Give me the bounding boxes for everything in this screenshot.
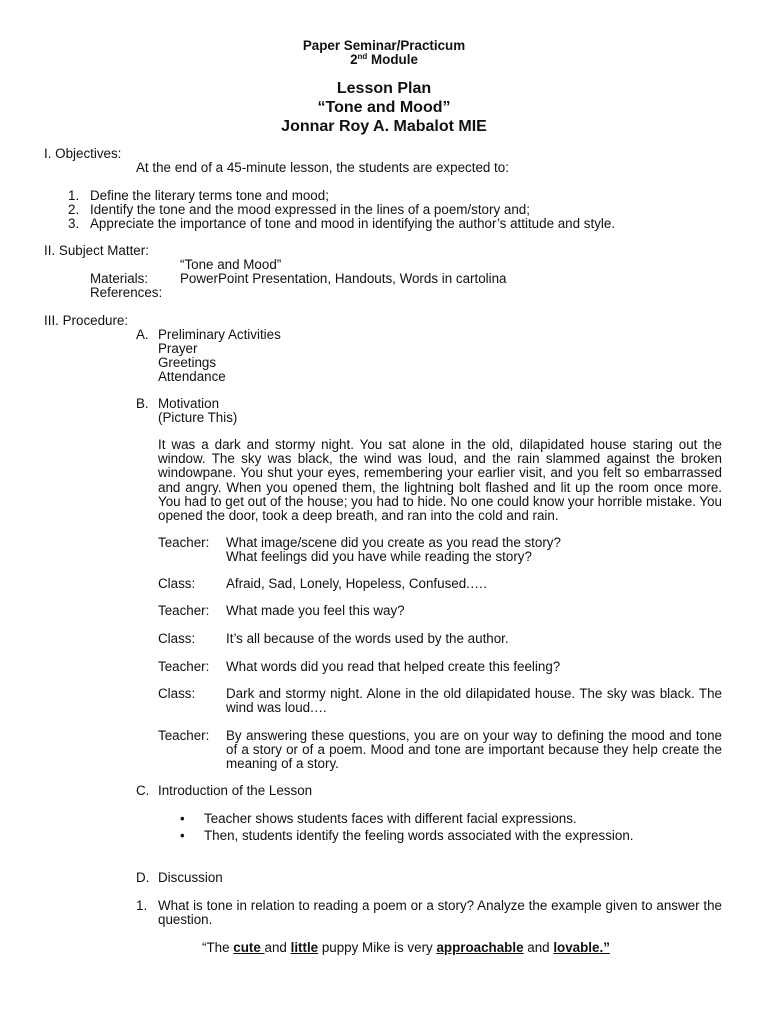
objectives-heading: I. Objectives: xyxy=(44,146,122,161)
dialogue-speaker: Teacher: xyxy=(158,728,210,743)
example-keyword: cute xyxy=(233,940,265,955)
objectives-intro: At the end of a 45-minute lesson, the students are expected to: xyxy=(136,160,509,175)
motivation-story: It was a dark and stormy night. You sat alone in the old, dilapidated house staring out the window. The sky was black, the wind was loud, and the rain slammed against the broken windowpane. You shut your eyes, remembering your earlier visit, and you felt so embarrassed and angry. When you opened them, the lightning bolt flashed and lit up the room once more. You had to get out of the house; you had to hide. No one could know your horrible mistake. You opened the door, took a deep breath, and ran into the cold and rain. xyxy=(158,437,722,524)
motivation-title: Motivation xyxy=(158,396,220,411)
dialogue-speaker: Class: xyxy=(158,686,196,701)
dialogue-speaker: Class: xyxy=(158,576,196,591)
preliminary-item: Prayer xyxy=(158,341,198,356)
materials-label: Materials: xyxy=(90,271,149,286)
discussion-question-number: 1. xyxy=(136,898,148,913)
example-keyword: little xyxy=(290,940,319,955)
objective-item: Identify the tone and the mood expressed in the lines of a poem/story and; xyxy=(90,202,530,217)
procedure-heading: III. Procedure: xyxy=(44,313,129,328)
section-letter: C. xyxy=(136,783,150,798)
dialogue-line: Afraid, Sad, Lonely, Hopeless, Confused.…. xyxy=(226,576,488,591)
example-text: and xyxy=(523,940,554,955)
discussion-question: What is tone in relation to reading a poem or a story? Analyze the example given to answer the question. xyxy=(158,898,722,928)
materials-value: PowerPoint Presentation, Handouts, Words in cartolina xyxy=(180,271,507,286)
introduction-bullet: Then, students identify the feeling words associated with the expression. xyxy=(204,828,634,843)
dialogue-line: It’s all because of the words used by the author. xyxy=(226,631,509,646)
header-line: Paper Seminar/Practicum xyxy=(302,38,466,53)
subject-topic: “Tone and Mood” xyxy=(180,257,282,272)
example-keyword: approachable xyxy=(436,940,524,955)
module-superscript: nd xyxy=(357,52,368,61)
introduction-bullet: Teacher shows students faces with different facial expressions. xyxy=(204,811,577,826)
dialogue-line: What image/scene did you create as you read the story? xyxy=(226,535,561,550)
document-subtitle: “Tone and Mood” xyxy=(317,99,451,116)
dialogue-line: What words did you read that helped create this feeling? xyxy=(226,659,561,674)
module-number: 2 xyxy=(350,52,358,67)
example-text: puppy Mike is very xyxy=(318,940,437,955)
objective-number: 2. xyxy=(68,202,80,217)
dialogue-speaker: Teacher: xyxy=(158,603,210,618)
dialogue-speaker: Class: xyxy=(158,631,196,646)
preliminary-item: Attendance xyxy=(158,369,226,384)
dialogue-line: What feelings did you have while reading the story? xyxy=(226,549,532,564)
bullet-icon: • xyxy=(180,811,185,826)
example-text: and xyxy=(264,940,291,955)
objective-number: 3. xyxy=(68,216,80,231)
example-sentence xyxy=(202,941,610,955)
objective-number: 1. xyxy=(68,188,80,203)
dialogue-speaker: Teacher: xyxy=(158,535,210,550)
section-letter: A. xyxy=(136,327,149,342)
discussion-title: Discussion xyxy=(158,870,223,885)
example-keyword: lovable.” xyxy=(553,940,610,955)
module-word: Module xyxy=(367,52,418,67)
references-label: References: xyxy=(90,285,163,300)
document-title: Lesson Plan xyxy=(336,80,432,97)
example-text: “The xyxy=(202,940,234,955)
dialogue-line: What made you feel this way? xyxy=(226,603,405,618)
preliminary-item: Greetings xyxy=(158,355,217,370)
objective-item: Define the literary terms tone and mood; xyxy=(90,188,329,203)
document-author: Jonnar Roy A. Mabalot MIE xyxy=(281,118,487,135)
objective-item: Appreciate the importance of tone and mood in identifying the author’s attitude and style. xyxy=(90,216,616,231)
bullet-icon: • xyxy=(180,828,185,843)
module-line xyxy=(0,53,768,67)
section-letter: D. xyxy=(136,870,150,885)
introduction-title: Introduction of the Lesson xyxy=(158,783,313,798)
dialogue-speaker: Teacher: xyxy=(158,659,210,674)
section-letter: B. xyxy=(136,396,149,411)
dialogue-paragraph: Dark and stormy night. Alone in the old dilapidated house. The sky was black. The wind was loud.… xyxy=(226,686,722,716)
motivation-subtitle: (Picture This) xyxy=(158,410,238,425)
subject-matter-heading: II. Subject Matter: xyxy=(44,243,149,258)
preliminary-activities-title: Preliminary Activities xyxy=(158,327,281,342)
dialogue-paragraph: By answering these questions, you are on your way to defining the mood and tone of a story or of a poem. Mood and tone are important because they help create the meaning of a story. xyxy=(226,728,722,772)
